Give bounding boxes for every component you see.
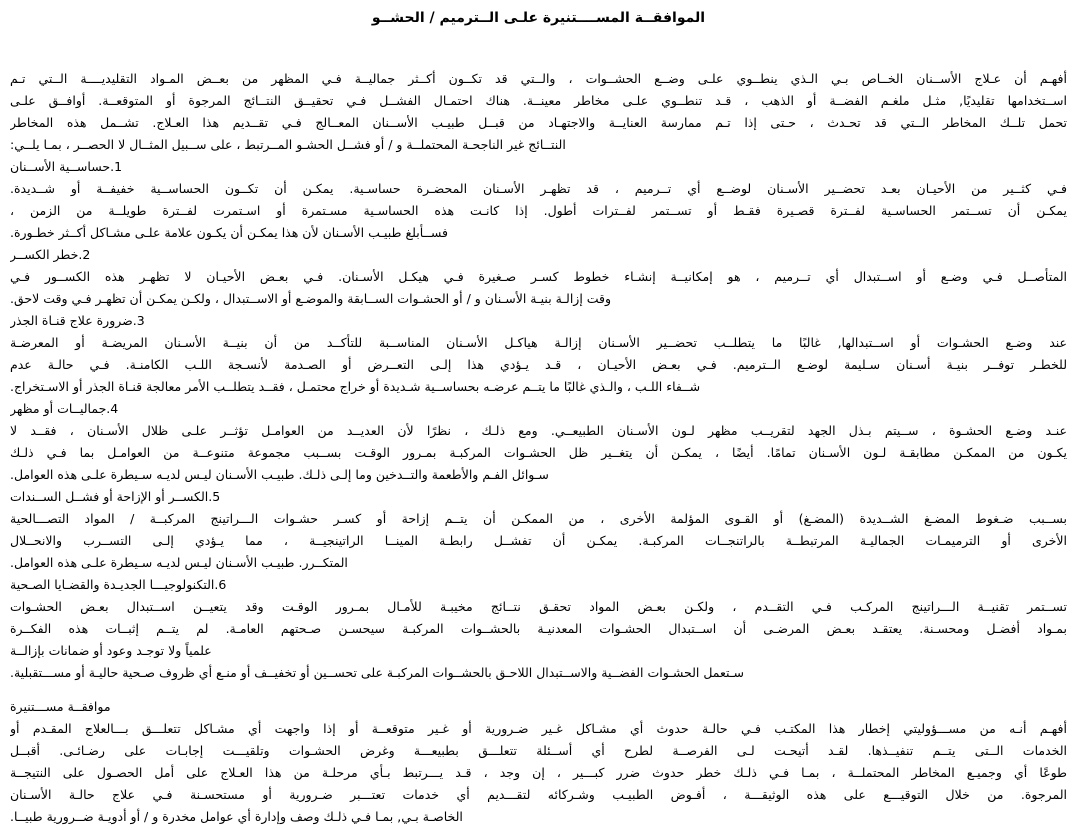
paragraph	[10, 178, 1067, 244]
paragraph	[10, 420, 1067, 486]
document-line: يكـون من الممكـن مطابقـة لـون الأسـنان تمامًا. أيضًا ، يمكـن أن يتغــير ظل الحشـوات المركبـة بمـرور الوقـت بســبب مجموعة متنوعــة من العوامـل بما فـي ذلـك	[10, 445, 1067, 460]
document-line: تســتمر تقنيــة الـــراتينج المركـب فـي التقــدم ، ولكـن بعـض المواد تحقـق نتــائج مخيبـة للأمـال بمـرور الوقـت وقد يتعيــن اســتبدال بعـض الحشـوات	[10, 599, 1067, 614]
section-heading: 2.خطر الكســر	[10, 247, 91, 262]
document-line: فســأبلغ طبيـب الأسـنان لأن هذا يمكـن أن يكـون علامة علـى مشـاكل أكــثر خطـورة.	[10, 225, 448, 240]
paragraph	[10, 718, 1067, 828]
paragraph	[10, 68, 1067, 156]
document-line: وقت إزالـة بنيـة الأسـنان و / أو الحشـوات الســابقة والموضـع أو الاســتبدال ، ولكـن يمكـن أن تظهـر فـي وقت لاحق.	[10, 291, 612, 306]
document-body	[10, 68, 1067, 828]
document-line: الخدمات الــتى يتــم تنفيــذها. لقـد أتيحـت لـى الفرصــة لطرح أي أســئلة تتعلـــق بطبيعـــة وغرض الحشـوات وتلقيـــت إجابـات على رضـائـى. أقبــل	[10, 743, 1067, 758]
document-line: المتأصــل فـي وضـع أو اســتبدال أي تــرميم ، هو إمكانيــة إنشـاء خطوط كسـر صـغيرة فـي هيكـل الأسـنان. فـي بعـض الأحيـان لا تظهـر هذه الكســور فـي	[10, 269, 1067, 284]
document-line: فـي كثــير من الأحيـان بعـد تحضــير الأسـنان لوضــع أي تــرميم ، قد تظهـر الأسـنان المحضـرة حساسـية. يمكـن أن تكــون الحساســية خفيفــة أو شــديدة.	[10, 181, 1067, 196]
paragraph-gap	[10, 684, 1067, 696]
document-line: شــفاء اللـب ، والـذي غالبًا ما يتــم عرضـه بحساســية شـديدة أو خراج محتمـل ، فقــد يتطلــب الأمر معالجة قنـاة الجذر أو الاسـتخراج.	[10, 379, 701, 394]
section-heading: 3.ضرورة علاج قنـاة الجذر	[10, 313, 145, 328]
paragraph	[10, 596, 1067, 684]
section-heading: 5.الكســر أو الإزاحة أو فشــل الســندات	[10, 489, 221, 504]
document-title: الموافقــة المســــتنيرة علـى الــترميم / الحشــو	[371, 10, 706, 26]
section-heading: 1.حساســية الأســنان	[10, 159, 123, 174]
document-line: عنـد وضـع الحشـوة ، ســيتم بـذل الجهد لتقريــب مظهر لـون الأسـنان الطبيعــي. ومع ذلـك ، نظرًا لأن العديــد من العوامـل تؤثــر علـى ظلال الأسـنان ، فقــد لا	[10, 423, 1067, 438]
document-line: يمكـن أن تســتمر الحساسـية لفــترة قصـيرة فقـط أو تســتمر لفــترات أطول. إذا كانـت هذه الحساسـية مسـتمرة أو اسـتمرت لفــترة طويلــة من الزمن ،	[10, 203, 1067, 218]
document-line: الخاصـة بـي, بمـا فـي ذلـك وصف وإدارة أي عوامل مخدرة و / أو أدويـة ضــرورية طبيــا.	[10, 809, 463, 824]
paragraph	[10, 332, 1067, 398]
document-line: أفهـم أن عـلاج الأســنان الخــاص بـي الـذي ينطــوي علـى وضــع الحشــوات ، والــتي قد تكــون أكــثر جماليــة فـي المظهر من بعــض المـواد التقليديــــة الــتي تـم	[10, 71, 1067, 86]
document-line: سـوائل الفـم والأطعمة والتــدخين وما إلـى ذلـك. طبيـب الأسـنان ليـس لديـه سـيطرة علـى هذه العوامل.	[10, 467, 549, 482]
section-heading: 6.التكنولوجيـــا الجديـدة والقضـايا الصـحية	[10, 577, 227, 592]
document-line: الأخرى أو الترميمـات الجماليـة المرتبطــة بالراتنجــات المركبـة. يمكـن أن تفشــل رابطـة المينــا الراتينجيــة ، مما يـؤدي إلـى التســرب والانحــلال	[10, 533, 1067, 548]
document-line: المتكــرر. طبيـب الأسـنان ليـس لديـه سـيطرة علـى هذه العوامل.	[10, 555, 348, 570]
document-line: طوعًا أي وجميـع المخاطر المحتملــة ، بمـا فـي ذلـك خطر حدوث ضرر كبـــير ، إن وجد ، قـد يـــرتبط بـأي مرحلـة من هذا العـلاج على أمل الحصـول على النتيجــة	[10, 765, 1067, 780]
document-line: علمياً ولا توجـد وعود أو ضمانات بإزالــة	[10, 643, 212, 658]
document-line: أفهـم أنـه من مســـؤوليتي إخطار هذا المكتـب فـي حالـة حدوث أي مشـاكل غـير ضـرورية أو غـير متوقعــة أو إذا واجهت أي مشـاكل تتعلـــق بـــالعلاج المقـدم أو	[10, 721, 1067, 736]
paragraph	[10, 266, 1067, 310]
document-line: سـتعمل الحشـوات الفضــية والاســتبدال اللاحـق بالحشــوات المركبـة على تحســين أو تخفيــف أو منـع أي ظروف صـحية حاليـة أو مســـتقبلية.	[10, 665, 744, 680]
document-line: للخطـر توفــر بنيـة أسـنان سـليمة لوضـع الــترميم. فـي بعـض الأحيـان ، قـد يـؤدي هذا إلـى التعــرض أو الصـدمة لأنسـجة اللـب الكامنـة. فـي حالـة عدم	[10, 357, 1067, 372]
paragraph	[10, 508, 1067, 574]
document-line: عند وضـع الحشـوات أو اســتبدالها, غالبًا ما يتطلــب تحضــير الأسـنان إزالـة هياكـل الأسـنان المناســبة للتأكــد من أن بنيــة الأسـنان المريضـة أو المعرضـة	[10, 335, 1067, 350]
document-line: النتــائج غير الناجحـة المحتملــة و / أو فشــل الحشـو المــرتبط ، على ســبيل المثــال لا الحصــر ، بمـا يلــي:	[10, 137, 566, 152]
document-line: اســتخدامها تقليديًا, مثـل ملغـم الفضــة أو الذهب ، قـد تنطــوي علـى مخاطر معينــة. هناك احتمـال الفشــل فـي تحقيــق النتــائج المرجوة أو المتوقعــة. أوافــق علـى	[10, 93, 1067, 108]
document-line: المرجوة. من خلال التوقيـــع على هذه الوثيقـــة ، أفـوض الطبيـب وشـركائه لتقـــديم أي خدمات تعتـــبر ضـرورية أو مستحسـنة فـي علاج حالـة الأسـنان	[10, 787, 1067, 802]
section-heading: موافقــة مســـتنيرة	[10, 699, 111, 714]
document-line: بمـواد أفضـل ومحسـنة. يعتقـد بعـض المرضـى أن اســتبدال الحشـوات المعدنيـة بالحشــوات المركبـة سيحسـن صـحتهم العامـة. لم يتــم إثبــات هذه الفكــرة	[10, 621, 1067, 636]
document-line: بســبب ضـغوط المضـغ الشــديدة (المضـغ) أو القـوى المؤلمة الأخرى ، من الممكـن أن يتــم إزاحة أو كسـر حشـوات الـــراتينج المركبــة / المواد التصـــالحية	[10, 511, 1067, 526]
section-heading: 4.جماليــات أو مظهر	[10, 401, 119, 416]
document-line: تحمل تلــك المخاطر الــتي قد تحـدث ، حـتى إذا تـم ممارسة العنايــة والاجتهـاد من قبــل طبيـب الأســنان المعــالج فـي تقــديم هذا العـلاج. تشــمل هذه المخاطر	[10, 115, 1067, 130]
